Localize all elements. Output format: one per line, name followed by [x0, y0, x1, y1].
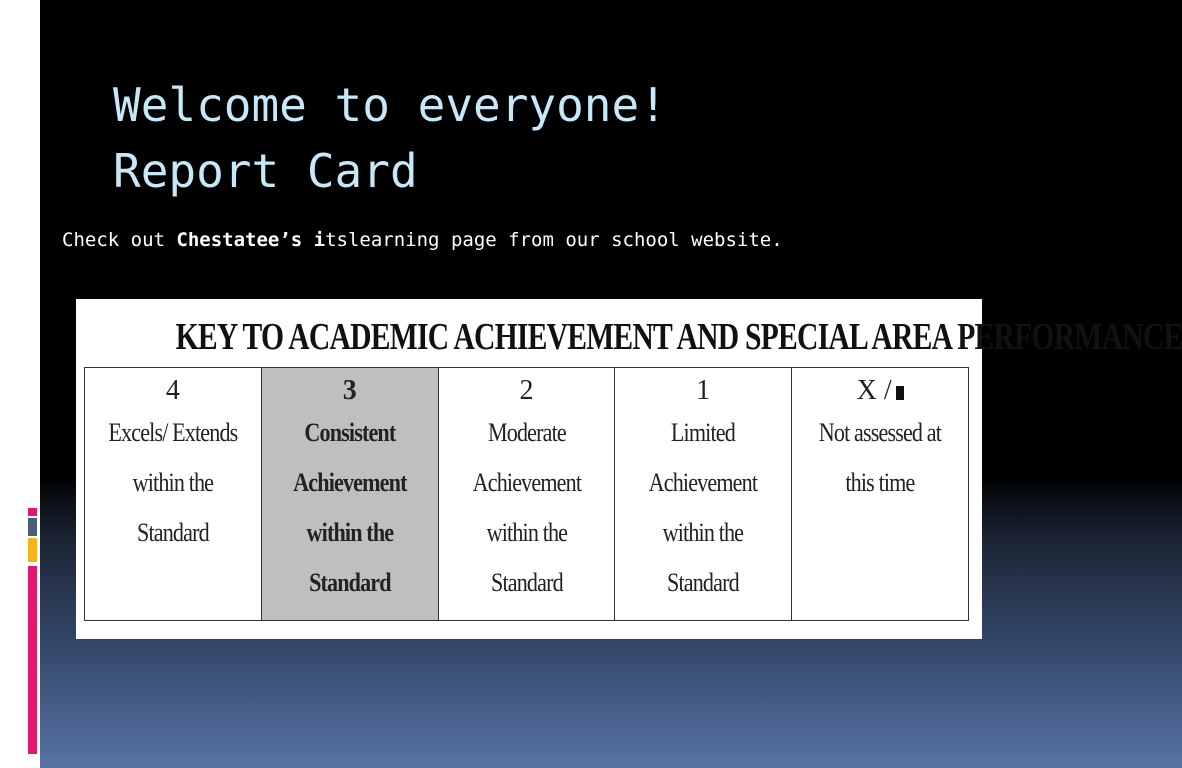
achievement-key-image [76, 299, 1182, 639]
key-cell-2 [438, 368, 615, 621]
score-label: 3 [342, 375, 357, 406]
score-description: Limited Achievement within the Standard [649, 418, 758, 597]
key-cell-1 [615, 368, 792, 621]
score-description: Consistent Achievement within the Standard [292, 418, 407, 597]
slide-subtitle [62, 229, 783, 251]
key-cell-4 [85, 368, 262, 621]
score-label: 2 [519, 375, 534, 406]
key-cell-3 [261, 368, 438, 621]
subtitle-school-name: Chestatee’s i [176, 229, 326, 251]
accent-bar-pink-small [28, 508, 37, 516]
score-label-text: X / [856, 375, 892, 406]
accent-bar-gold [28, 538, 37, 562]
key-heading: KEY TO ACADEMIC ACHIEVEMENT AND SPECIAL AREA PERFORMANCE [175, 316, 1182, 358]
slide-title-line2: Report Card [113, 144, 418, 198]
key-cell-x [792, 368, 969, 621]
black-square-icon [896, 386, 904, 400]
score-label: 4 [165, 375, 180, 406]
table-row [85, 368, 969, 621]
slide-title [113, 72, 667, 204]
score-label-x [796, 374, 964, 408]
accent-bar-pink-tall [28, 566, 37, 754]
achievement-key-table [84, 367, 969, 621]
subtitle-suffix: tslearning page from our school website. [325, 229, 783, 251]
score-description: Excels/ Extends within the Standard [108, 418, 238, 547]
slide-title-line1: Welcome to everyone! [113, 78, 667, 132]
score-description: Not assessed at this time [818, 418, 942, 497]
accent-bar-slate [28, 518, 37, 536]
score-label: 1 [696, 375, 711, 406]
subtitle-prefix: Check out [62, 229, 177, 251]
score-description: Moderate Achievement within the Standard [472, 418, 581, 597]
